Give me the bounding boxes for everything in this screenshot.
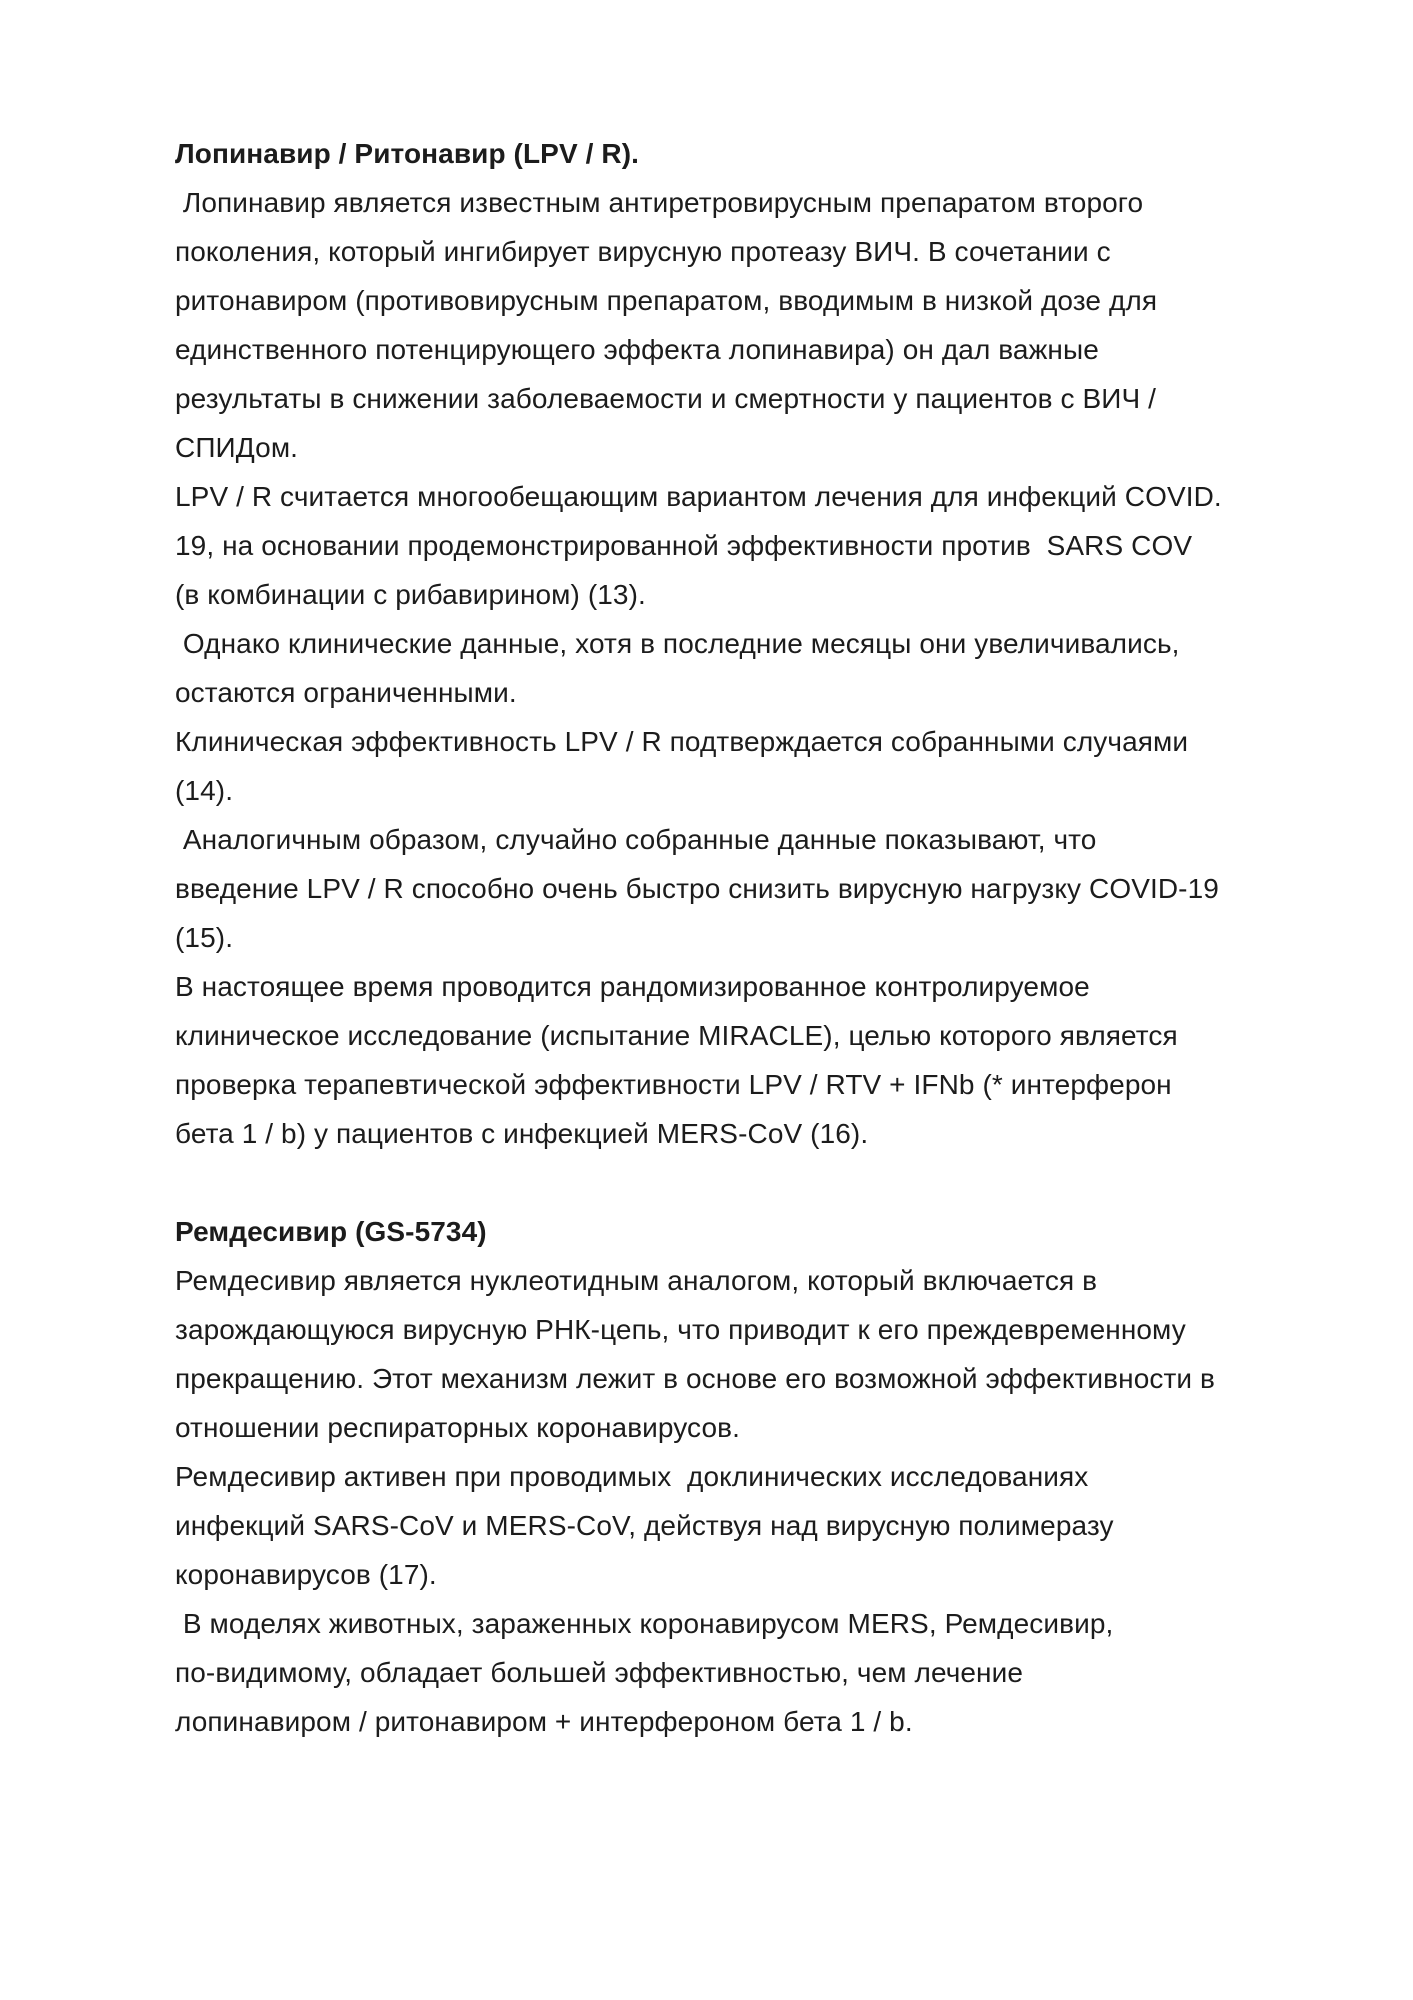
text-line: проверка терапевтической эффективности LPV / RTV + IFNb (* интерферон	[175, 1069, 1172, 1100]
blank-line	[175, 1158, 1285, 1207]
text-block	[175, 129, 1285, 1746]
section-heading-remdesivir: Ремдесивир (GS-5734)	[175, 1216, 487, 1247]
text-line: единственного потенцирующего эффекта лопинавира) он дал важные	[175, 334, 1099, 365]
text-line: введение LPV / R способно очень быстро снизить вирусную нагрузку COVID-19	[175, 873, 1219, 904]
text-line: 19, на основании продемонстрированной эффективности против SARS COV	[175, 530, 1193, 561]
text-line: лопинавиром / ритонавиром + интерфероном бета 1 / b.	[175, 1706, 913, 1737]
text-line: Однако клинические данные, хотя в последние месяцы они увеличивались,	[175, 628, 1180, 659]
text-line: инфекций SARS-CoV и MERS-CoV, действуя над вирусную полимеразу	[175, 1510, 1114, 1541]
text-line: (14).	[175, 775, 234, 806]
text-line: LPV / R считается многообещающим вариантом лечения для инфекций COVID.	[175, 481, 1222, 512]
text-line: Ремдесивир является нуклеотидным аналогом, который включается в	[175, 1265, 1098, 1296]
text-line: Лопинавир является известным антиретровирусным препаратом второго	[175, 187, 1144, 218]
text-line: поколения, который ингибирует вирусную протеазу ВИЧ. В сочетании с	[175, 236, 1111, 267]
text-line: В моделях животных, зараженных коронавирусом MERS, Ремдесивир,	[175, 1608, 1114, 1639]
text-line: ритонавиром (противовирусным препаратом, вводимым в низкой дозе для	[175, 285, 1158, 316]
text-line: остаются ограниченными.	[175, 677, 517, 708]
text-line: (в комбинации с рибавирином) (13).	[175, 579, 646, 610]
section-heading-lopinavir-ritonavir: Лопинавир / Ритонавир (LPV / R).	[175, 138, 639, 169]
text-line: коронавирусов (17).	[175, 1559, 437, 1590]
text-line: Клиническая эффективность LPV / R подтверждается собранными случаями	[175, 726, 1189, 757]
text-line: Ремдесивир активен при проводимых доклинических исследованиях	[175, 1461, 1089, 1492]
text-line: по-видимому, обладает большей эффективностью, чем лечение	[175, 1657, 1024, 1688]
text-line: бета 1 / b) у пациентов с инфекцией MERS-CoV (16).	[175, 1118, 869, 1149]
text-line: отношении респираторных коронавирусов.	[175, 1412, 740, 1443]
text-line: В настоящее время проводится рандомизированное контролируемое	[175, 971, 1090, 1002]
text-line: результаты в снижении заболеваемости и смертности у пациентов с ВИЧ /	[175, 383, 1157, 414]
text-line: клиническое исследование (испытание MIRACLE), целью которого является	[175, 1020, 1178, 1051]
text-line: (15).	[175, 922, 234, 953]
text-line: прекращению. Этот механизм лежит в основе его возможной эффективности в	[175, 1363, 1215, 1394]
text-line: Аналогичным образом, случайно собранные данные показывают, что	[175, 824, 1097, 855]
text-line: СПИДом.	[175, 432, 299, 463]
text-line: зарождающуюся вирусную РНК-цепь, что приводит к его преждевременному	[175, 1314, 1186, 1345]
